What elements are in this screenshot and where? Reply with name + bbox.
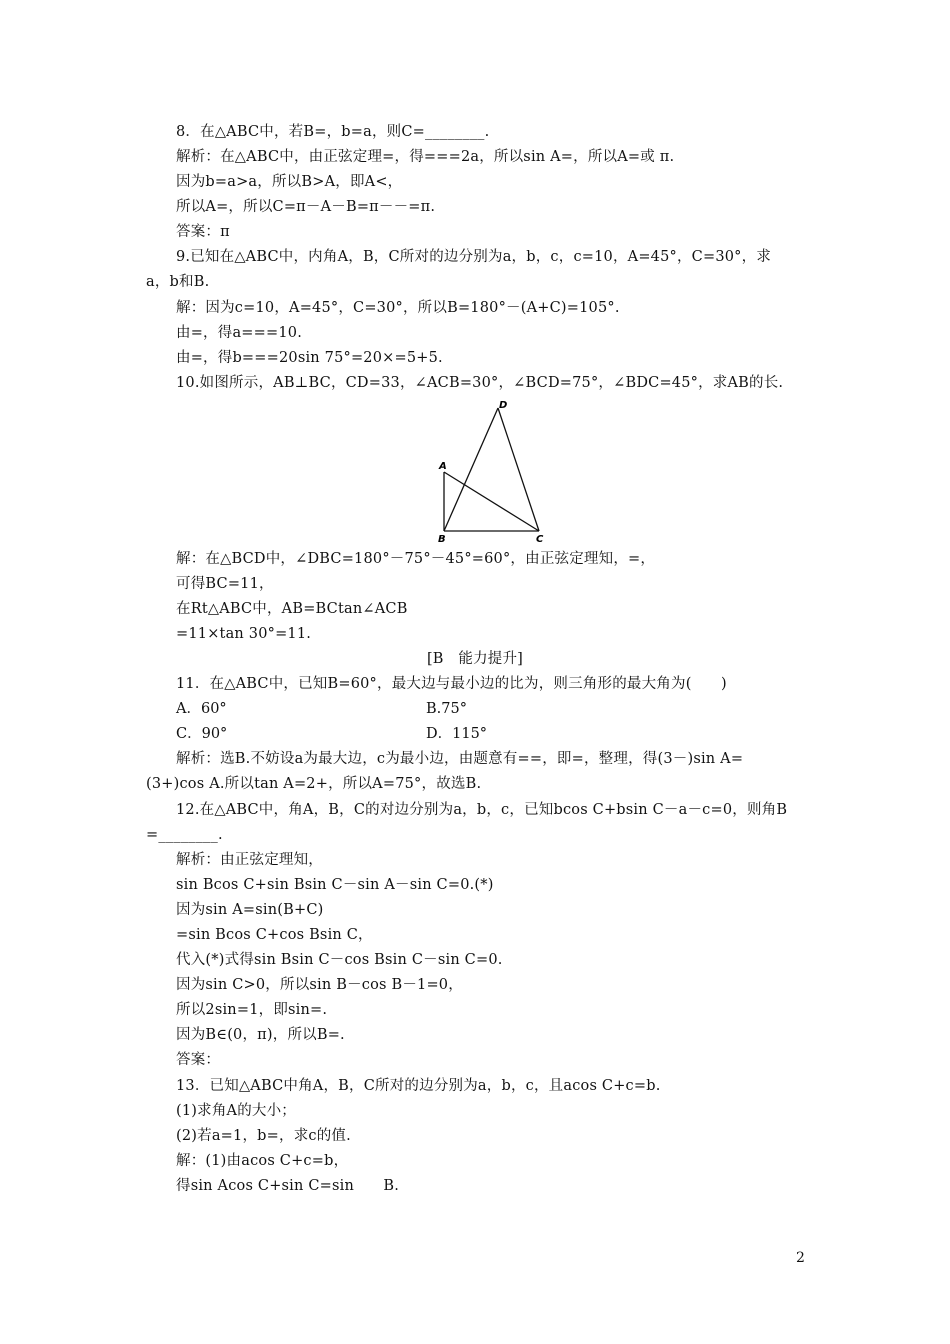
problem-12-line: =________.	[146, 827, 223, 843]
problem-8-answer: 答案：π	[176, 224, 230, 240]
problem-12-answer: 答案：	[176, 1052, 221, 1068]
triangle-diagram	[430, 395, 560, 545]
section-heading: [B 能力提升]	[426, 651, 524, 667]
problem-13-line: (2)若a=1，b=，求c的值.	[176, 1128, 351, 1144]
problem-8-line: 8．在△ABC中，若B=，b=a，则C=________.	[176, 124, 490, 140]
problem-10-solution-line: 可得BC=11，	[176, 576, 274, 592]
problem-11-solution-line: (3+)cos A.所以tan A=2+，所以A=75°，故选B.	[146, 776, 482, 792]
problem-10-solution-line: 解：在△BCD中，∠DBC=180°－75°－45°=60°，由正弦定理知，=，	[176, 551, 656, 567]
choice-c: C．90°	[176, 726, 228, 742]
problem-13-solution-line: 得sin Acos C+sin C=sin B.	[176, 1178, 400, 1194]
problem-9-solution-line: 由=，得b===20sin 75°=20×=5+5.	[176, 350, 443, 366]
label-c: C	[536, 534, 544, 545]
problem-9-line: 9.已知在△ABC中，内角A，B，C所对的边分别为a，b，c，c=10，A=45°，C=30°，求	[176, 249, 772, 265]
problem-9-solution-line: 由=，得a===10.	[176, 325, 303, 341]
problem-13-line: 13．已知△ABC中角A，B，C所对的边分别为a，b，c，且acos C+c=b.	[176, 1078, 661, 1094]
problem-12-solution-line: 代入(*)式得sin Bsin C－cos Bsin C－sin C=0.	[176, 952, 503, 968]
problem-10-solution-line: =11×tan 30°=11.	[176, 626, 312, 642]
choices-row-2	[176, 724, 487, 744]
segment-cd	[498, 408, 539, 531]
problem-10-line: 10.如图所示，AB⊥BC，CD=33，∠ACB=30°，∠BCD=75°，∠BDC=45°，求AB的长.	[176, 375, 784, 391]
problem-12-solution-line: 所以2sin=1，即sin=.	[176, 1002, 328, 1018]
segment-ac	[444, 472, 539, 531]
problem-8-solution-line: 因为b=a>a，所以B>A，即A<，	[176, 174, 403, 190]
problem-8-solution-line: 解析：在△ABC中，由正弦定理=，得===2a，所以sin A=，所以A=或 π.	[176, 149, 675, 165]
problem-12-solution-line: sin Bcos C+sin Bsin C－sin A－sin C=0.(*)	[176, 877, 494, 893]
problem-8-solution-line: 所以A=，所以C=π－A－B=π－－=π.	[176, 199, 436, 215]
choice-d: D．115°	[426, 726, 488, 742]
problem-9-line: a，b和B.	[146, 274, 210, 290]
label-b: B	[438, 534, 446, 545]
problem-11-solution-line: 解析：选B.不妨设a为最大边，c为最小边，由题意有==，即=，整理，得(3－)sin A=	[176, 751, 744, 767]
problem-13-solution-line: 解：(1)由acos C+c=b，	[176, 1153, 349, 1169]
choices-row-1	[176, 699, 467, 719]
problem-10-solution-line: 在Rt△ABC中，AB=BCtan∠ACB	[176, 601, 408, 617]
problem-12-solution-line: 因为B∈(0，π)，所以B=.	[176, 1027, 345, 1043]
problem-9-solution-line: 解：因为c=10，A=45°，C=30°，所以B=180°－(A+C)=105°.	[176, 300, 620, 316]
problem-12-solution-line: 因为sin C>0，所以sin B－cos B－1=0，	[176, 977, 463, 993]
choice-b: B.75°	[426, 701, 467, 717]
label-d: D	[499, 400, 508, 411]
choice-a: A．60°	[176, 701, 227, 717]
problem-12-solution-line: 因为sin A=sin(B+C)	[176, 902, 324, 918]
page-number: 2	[796, 1250, 805, 1266]
problem-11-line: 11．在△ABC中，已知B=60°，最大边与最小边的比为，则三角形的最大角为( )	[176, 676, 727, 692]
label-a: A	[439, 461, 447, 472]
segment-bd	[444, 408, 498, 531]
problem-13-line: (1)求角A的大小；	[176, 1103, 297, 1119]
problem-12-solution-line: 解析：由正弦定理知，	[176, 852, 323, 868]
problem-12-solution-line: =sin Bcos C+cos Bsin C，	[176, 927, 373, 943]
triangle-figure	[430, 395, 560, 545]
problem-12-line: 12.在△ABC中，角A，B，C的对边分别为a，b，c，已知bcos C+bsin C－a－c=0，则角B	[176, 802, 788, 818]
